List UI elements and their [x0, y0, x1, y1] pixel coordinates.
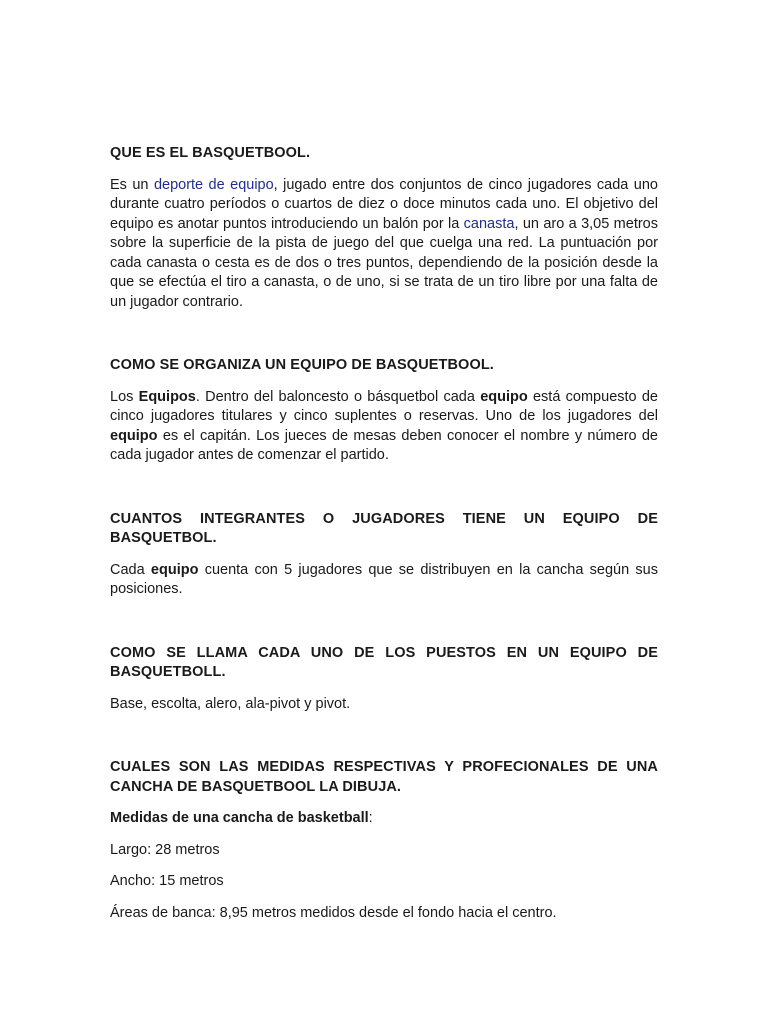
text-segment: está compuesto de cinco jugadores titulares y cinco suplentes o reservas. Uno de los jugadores del: [110, 388, 658, 424]
document-page: [110, 144, 658, 923]
bold-equipo: equipo: [150, 561, 199, 578]
bold-equipo: equipo: [110, 427, 158, 444]
text-segment: , un aro a 3,05 metros sobre la superficie de la pista de juego del que cuelga una red. La puntuación por cada canasta o cesta es de dos o tres puntos, dependiendo de la posición desde la que se efectúa el tiro a canasta, o de uno, si se trata de un tiro libre por una falta de un jugador contrario.: [110, 215, 658, 310]
heading-cuantos-integrantes: CUANTOS INTEGRANTES O JUGADORES TIENE UN EQUIPO DE BASQUETBOL.: [110, 510, 658, 546]
measure-areas-banca: Áreas de banca: 8,95 metros medidos desde el fondo hacia el centro.: [110, 904, 557, 921]
text-segment: :: [368, 810, 373, 826]
bold-equipos: Equipos: [138, 388, 196, 405]
link-canasta[interactable]: canasta: [463, 215, 515, 232]
text-segment: cuenta con 5 jugadores que se distribuyen en la cancha según sus posiciones.: [110, 561, 658, 597]
measure-largo: Largo: 28 metros: [110, 841, 220, 858]
measure-ancho: Ancho: 15 metros: [110, 873, 224, 889]
heading-puestos: COMO SE LLAMA CADA UNO DE LOS PUESTOS EN UN EQUIPO DE BASQUETBOLL.: [110, 644, 658, 680]
text-segment: , jugado entre dos conjuntos de cinco jugadores cada uno durante cuatro períodos o cuartos de diez o doce minutos cada uno. El objetivo del equipo es anotar puntos introduciendo un balón por la: [110, 176, 658, 232]
heading-medidas: CUALES SON LAS MEDIDAS RESPECTIVAS Y PROFECIONALES DE UNA CANCHA DE BASQUETBOOL LA DIBUJA.: [110, 759, 658, 795]
heading-como-se-organiza: COMO SE ORGANIZA UN EQUIPO DE BASQUETBOOL.: [110, 357, 494, 373]
text-segment: . Dentro del baloncesto o básquetbol cada: [195, 388, 481, 405]
paragraph-puestos: Base, escolta, alero, ala-pivot y pivot.: [110, 695, 351, 712]
text-segment: es el capitán. Los jueces de mesas deben conocer el nombre y número de cada jugador antes de comenzar el partido.: [110, 427, 658, 463]
link-deporte-de-equipo[interactable]: deporte de equipo: [153, 176, 274, 193]
bold-equipo: equipo: [480, 388, 528, 405]
subheading-medidas: [110, 809, 658, 829]
paragraph-que-es: [110, 176, 658, 313]
heading-que-es: QUE ES EL BASQUETBOOL.: [110, 145, 311, 161]
bold-medidas-label: Medidas de una cancha de basketball: [110, 810, 369, 826]
paragraph-como-se-organiza: [110, 388, 658, 466]
text-segment: Cada: [110, 561, 151, 578]
text-segment: Es un: [110, 176, 154, 193]
paragraph-cuantos-integrantes: [110, 561, 658, 600]
text-segment: Los: [110, 388, 139, 405]
